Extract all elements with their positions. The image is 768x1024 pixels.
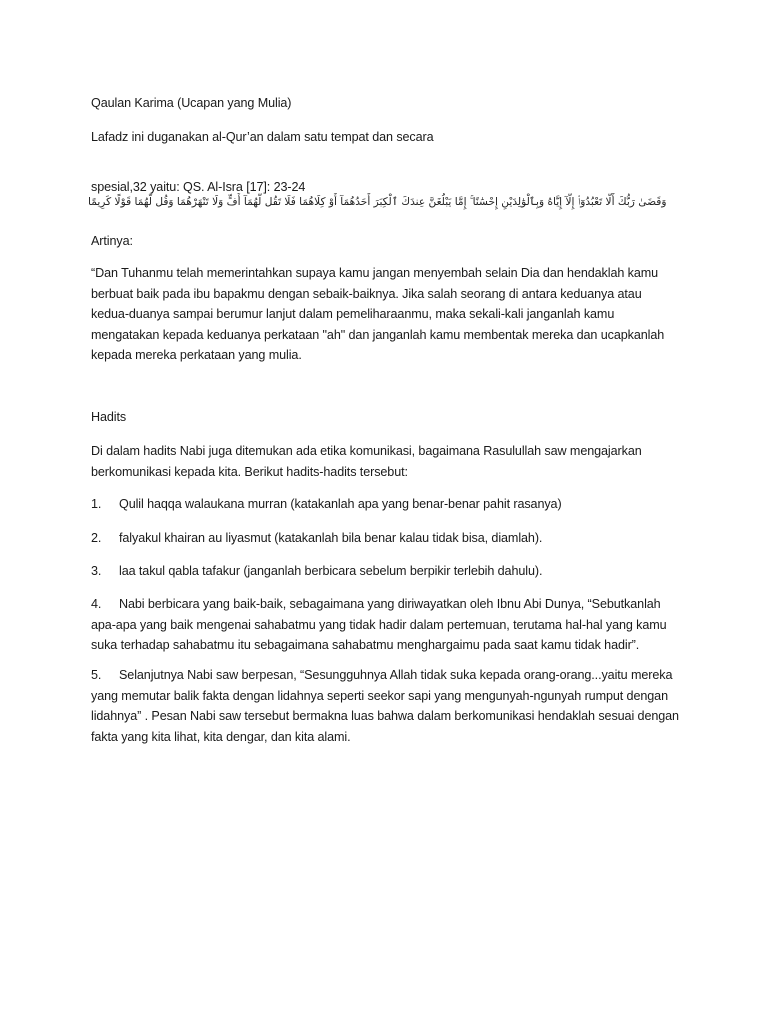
list-item-number: 1. [91,497,102,511]
list-item [91,494,681,515]
document-title: Qaulan Karima (Ucapan yang Mulia) [91,96,292,110]
arabic-verse: وَقَضَىٰ رَبُّكَ أَلَّا تَعْبُدُوٓا۟ إِلَّآ إِيَّاهُ وَبِٱلْوَٰلِدَيْنِ إِحْسَٰنًا ۚ إِمَّا يَبْلُغَنَّ عِندَكَ ٱلْكِبَرَ أَحَدُهُمَآ أَوْ كِلَاهُمَا فَلَا تَقُل لَّهُمَآ أُفٍّ وَلَا تَنْهَرْهُمَا وَقُل لَّهُمَا قَوْلًا كَرِيمًا [88,196,667,208]
list-item-text: Selanjutnya Nabi saw berpesan, “Sesungguhnya Allah tidak suka kepada orang-orang...yaitu mereka yang memutar balik fakta dengan lidahnya seperti seekor sapi yang mengunyah-ngunyah rumput dengan lidahnya” . Pesan Nabi saw tersebut bermakna luas bahwa dalam berkomunikasi hendaklah sesuai dengan fakta yang kita lihat, kita dengar, dan kita alami. [91,668,679,744]
list-item-number: 5. [91,668,102,682]
translation-paragraph: “Dan Tuhanmu telah memerintahkan supaya kamu jangan menyembah selain Dia dan hendaklah kamu berbuat baik pada ibu bapakmu dengan sebaik-baiknya. Jika salah seorang di antara keduanya atau kedua-duanya sampai berumur lanjut dalam pemeliharaanmu, maka sekali-kali janganlah kamu mengatakan kepada keduanya perkataan "ah" dan janganlah kamu membentak mereka dan ucapkanlah kepada mereka perkataan yang mulia. [91,266,665,362]
list-item-number: 4. [91,597,102,611]
list-item-text: laa takul qabla tafakur (janganlah berbicara sebelum berpikir terlebih dahulu). [119,564,543,578]
list-item-text: falyakul khairan au liyasmut (katakanlah bila benar kalau tidak bisa, diamlah). [119,531,543,545]
intro-paragraph: Lafadz ini duganakan al-Qur’an dalam satu tempat dan secara [91,130,434,144]
list-item-text: Nabi berbicara yang baik-baik, sebagaimana yang diriwayatkan oleh Ibnu Abi Dunya, “Sebutkanlah apa-apa yang baik mengenai sahabatmu yang tidak hadir dalam pertemuan, terutama hal-hal yang kamu suka terhadap sahabatmu itu sebagaimana sahabatmu menghargaimu pada saat kamu tidak hadir”. [91,597,667,652]
list-item-text: Qulil haqqa walaukana murran (katakanlah apa yang benar-benar pahit rasanya) [119,497,562,511]
list-item [91,528,681,549]
list-item [91,665,681,747]
list-item-number: 3. [91,564,102,578]
hadits-intro-paragraph: Di dalam hadits Nabi juga ditemukan ada etika komunikasi, bagaimana Rasulullah saw mengajarkan berkomunikasi kepada kita. Berikut hadits-hadits tersebut: [91,444,642,479]
verse-reference: spesial,32 yaitu: QS. Al-Isra [17]: 23-24 [91,180,306,194]
list-item [91,561,681,582]
artinya-label: Artinya: [91,234,133,248]
hadits-heading: Hadits [91,410,127,424]
list-item-number: 2. [91,531,102,545]
list-item [91,594,681,656]
